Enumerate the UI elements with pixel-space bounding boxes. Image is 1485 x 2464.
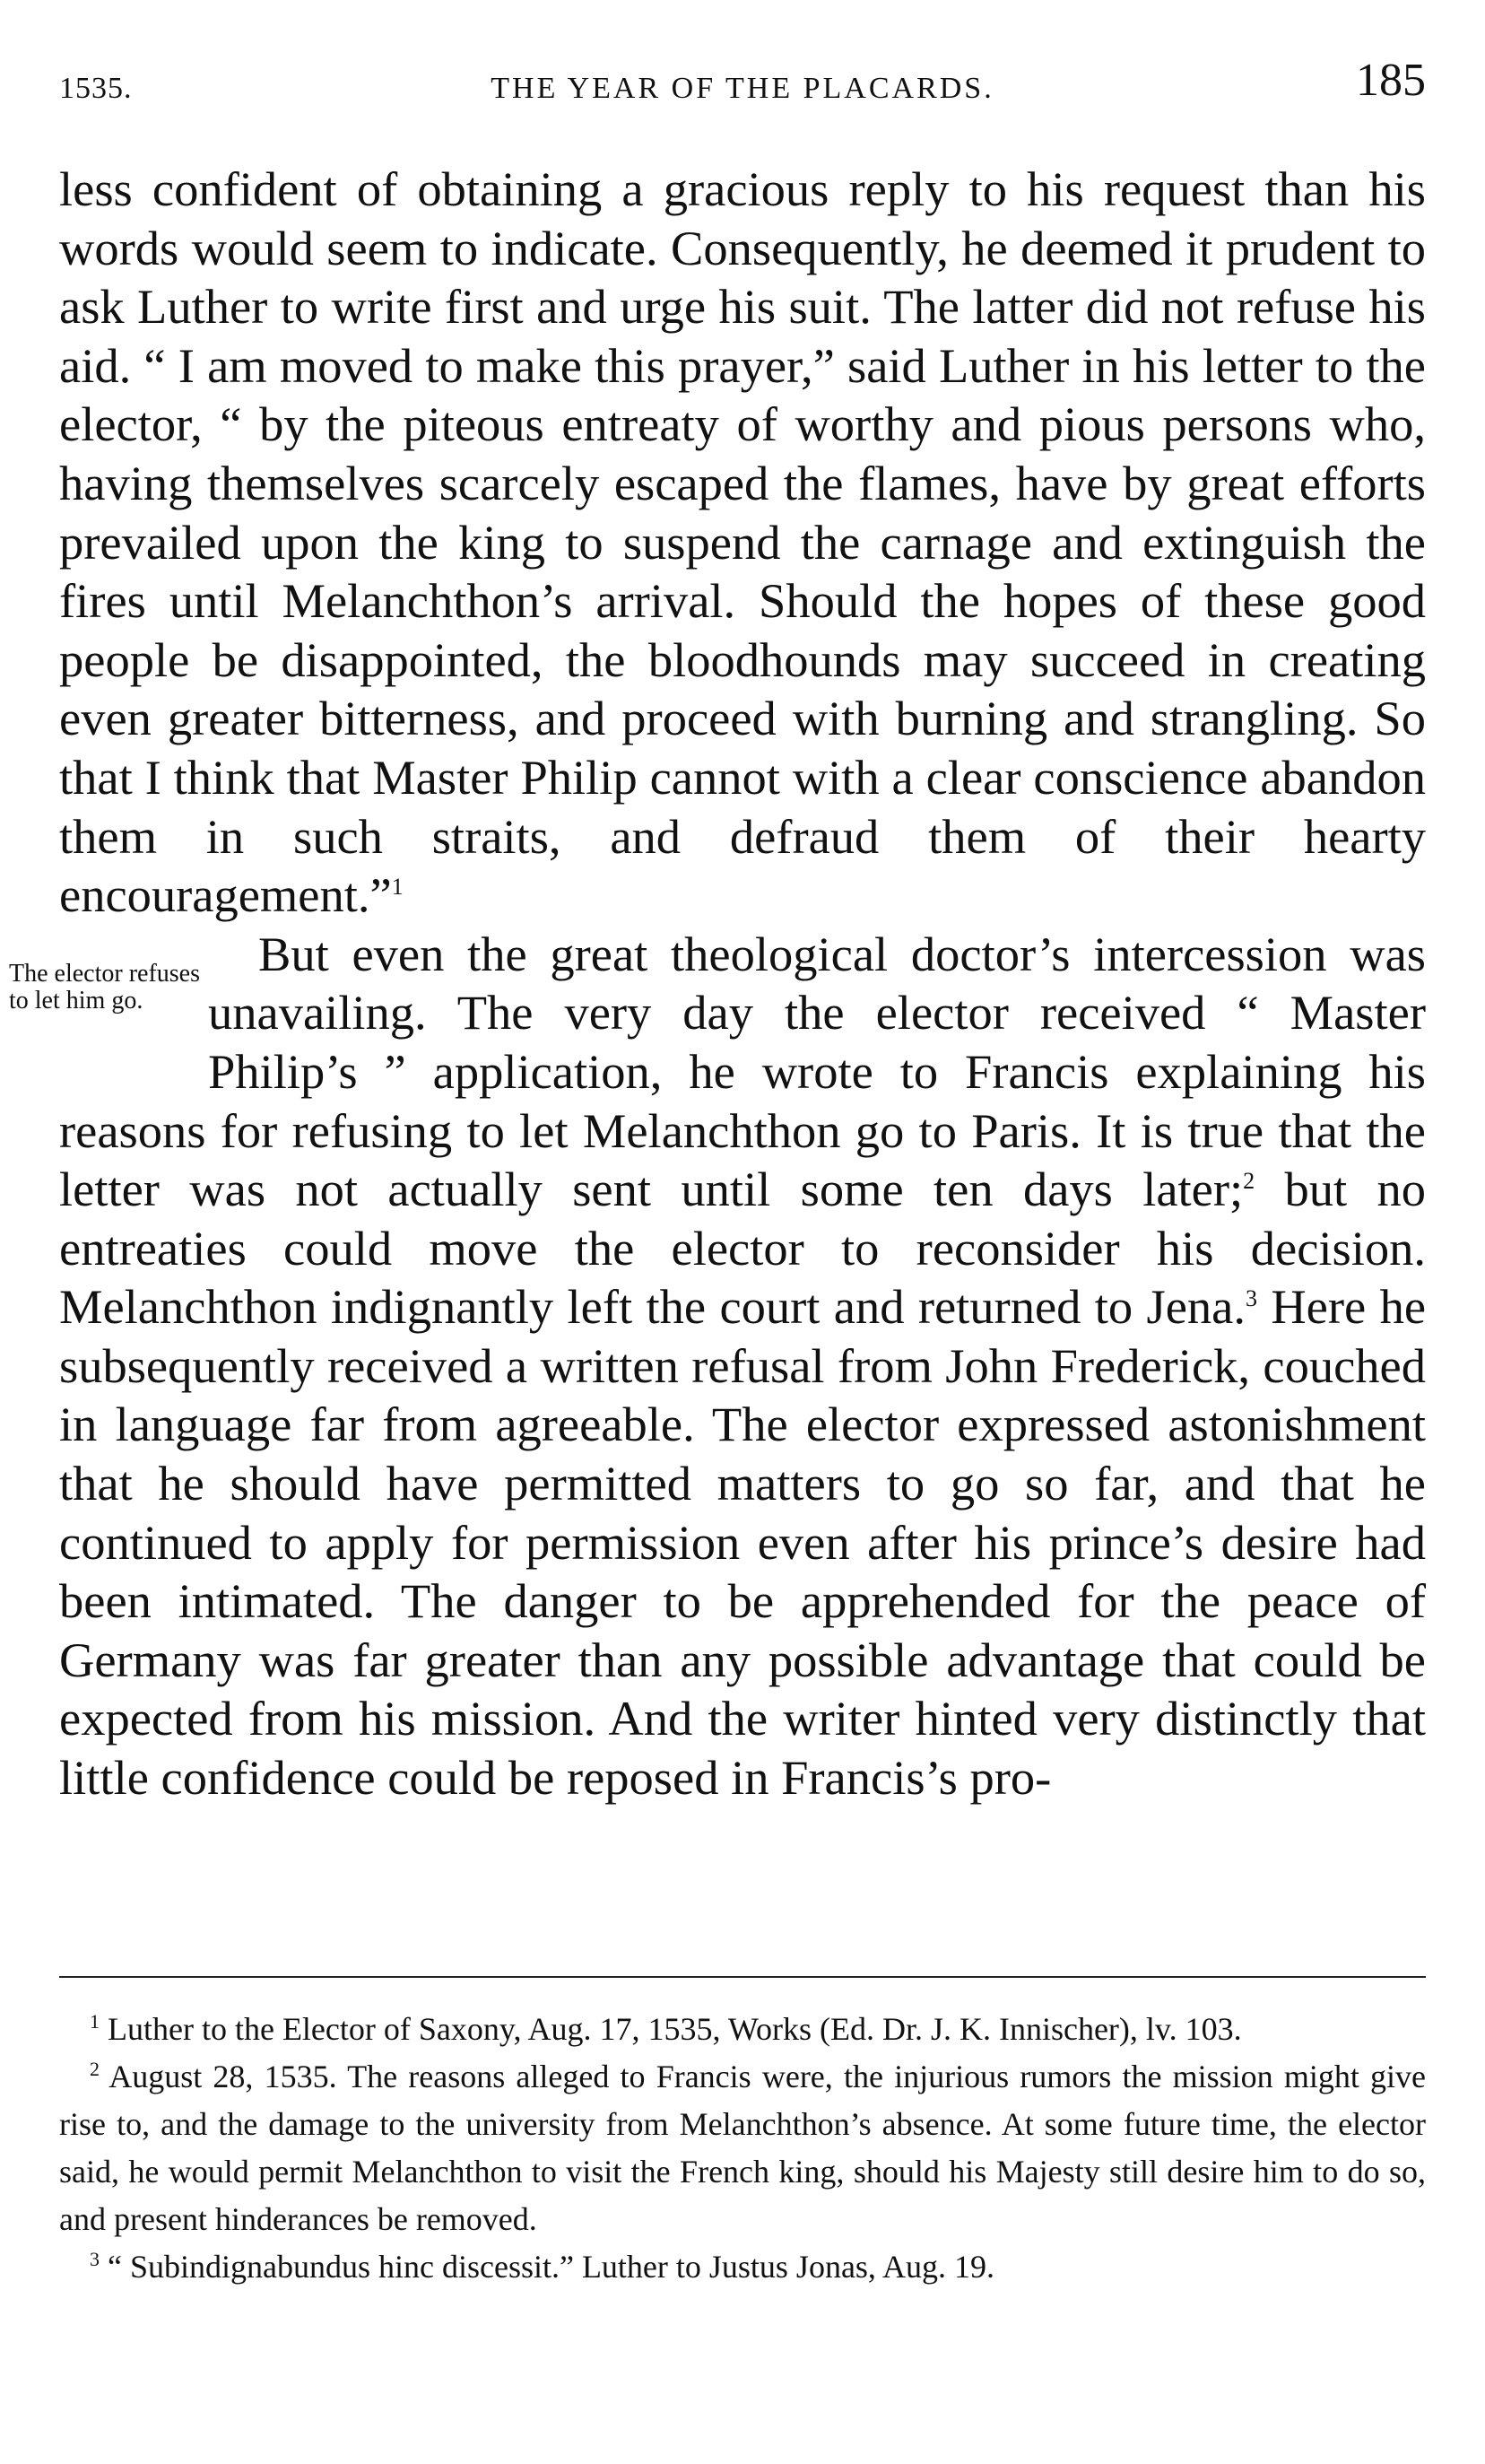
- paragraph-2-text-c: Here he subsequently received a written refusal from John Frederick, couched in language far from agreeable. The elector expressed astonishment that he should have permitted matters to go so far, and that he continued to apply for permission even after his prince’s desire had been intimated. The danger to be apprehended for the peace of Germany was far greater than any possible advantage that could be expected from his mission. And the writer hinted very distinctly that little confidence could be reposed in Francis’s pro-: [59, 1279, 1427, 1806]
- paragraph-1-text: less confident of obtaining a gracious reply to his request than his words would seem to indicate. Consequently, he deemed it prudent to ask Luther to write first and urge his suit. The latter did not refuse his aid. “ I am moved to make this prayer,” said Luther in his letter to the elector, “ by the piteous entreaty of worthy and pious persons who, having themselves scarcely escaped the flames, have by great efforts prevailed upon the king to suspend the carnage and extinguish the fires until Melanchthon’s arrival. Should the hopes of these good people be disappointed, the bloodhounds may succeed in creating even greater bitterness, and proceed with burning and strangling. So that I think that Master Philip cannot with a clear conscience abandon them in such straits, and defraud them of their hearty encouragement.”: [59, 161, 1426, 923]
- page-number: 185: [1356, 55, 1426, 106]
- footnote-1: [59, 2006, 1426, 2053]
- paragraph-2-text-a: But even the great theological doctor’s intercession was unavailing. The very day the elector received “ Master Philip’s ” application, he wrote to Francis explaining his reasons for refusing to let Melanchthon go to Paris. It is true that the letter was not actually sent until some ten days later;: [59, 926, 1426, 1217]
- header-year: 1535.: [59, 72, 133, 105]
- paragraph-2: [9, 925, 1427, 1807]
- body-text: [9, 160, 1427, 1807]
- footnote-ref-3: 3: [1245, 1285, 1257, 1312]
- footnote-2-text: August 28, 1535. The reasons alleged to Francis were, the injurious rumors the mission might give rise to, and the damage to the university from Melanchthon’s absence. At some future time, the elector said, he would permit Melanchthon to visit the French king, should his Majesty still desire him to do so, and present hinderances be removed.: [59, 2059, 1427, 2237]
- footnote-ref-2: 2: [1243, 1167, 1255, 1194]
- running-head: [59, 47, 1426, 118]
- footnote-mark-3: 3: [90, 2248, 100, 2270]
- footnote-mark-1: 1: [90, 2010, 100, 2033]
- footnote-mark-2: 2: [90, 2058, 100, 2080]
- footnote-3-text: “ Subindignabundus hinc discessit.” Luther to Justus Jonas, Aug. 19.: [108, 2249, 994, 2285]
- footnote-rule: [59, 1976, 1426, 1978]
- paragraph-1: [59, 160, 1426, 925]
- footnote-3: [59, 2243, 1426, 2291]
- header-title: THE YEAR OF THE PLACARDS.: [491, 72, 994, 105]
- margin-note: The elector refuses to let him go.: [9, 959, 200, 1014]
- footnote-ref-1: 1: [391, 873, 404, 900]
- paragraph-2-text-b: but no entreaties could move the elector to reconsider his decision. Melanchthon indignantly left the court and returned to Jena.: [59, 1162, 1427, 1335]
- footnotes: [59, 2006, 1426, 2291]
- footnote-1-text: Luther to the Elector of Saxony, Aug. 17, 1535, Works (Ed. Dr. J. K. Innischer), lv. 103.: [108, 2011, 1242, 2047]
- footnote-2: [59, 2053, 1426, 2243]
